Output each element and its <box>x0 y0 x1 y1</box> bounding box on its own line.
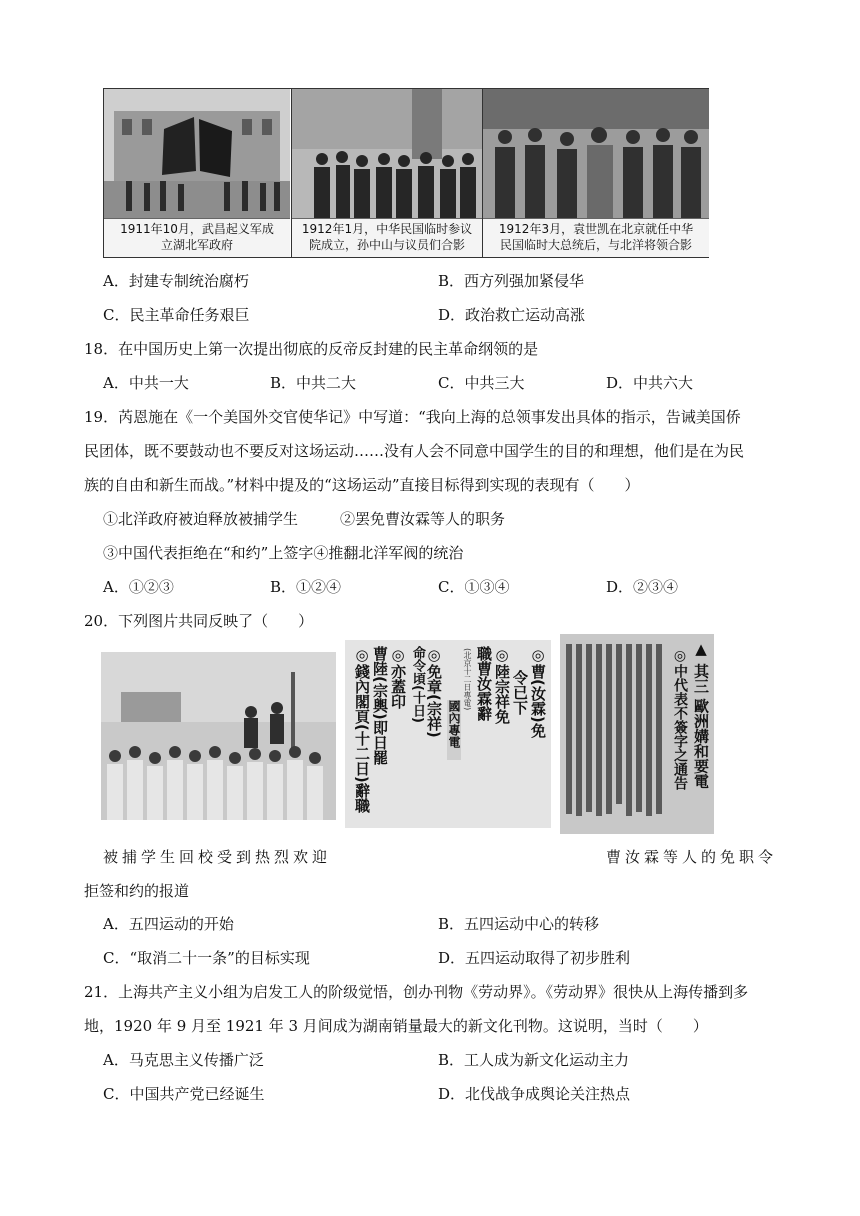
q19-item-3: ③中国代表拒绝在“和约”上签字④推翻北洋军阀的统治 <box>103 544 464 562</box>
q21-option-a[interactable]: A．马克思主义传播广泛 <box>103 1051 264 1069</box>
q21-option-c[interactable]: C．中国共产党已经诞生 <box>103 1085 265 1103</box>
news-col-7: ◎亦蓋印 <box>389 646 407 709</box>
news-col-6: 命令頃(十日) <box>410 646 425 723</box>
q19-item-2: ②罢免曹汝霖等人的职务 <box>340 510 506 528</box>
photo-yuan-shikai <box>482 89 709 257</box>
news-col-3: ◎陸宗祥免 <box>493 646 511 724</box>
news-heading: 國內專電 <box>447 700 461 760</box>
q18-option-a[interactable]: A．中共一大 <box>103 374 189 392</box>
q19-item-1: ①北洋政府被迫释放被捕学生 <box>103 510 299 528</box>
q19-stem-line-3: 族的自由和新生而战。”材料中提及的“这场运动”直接目标得到实现的表现有（ ） <box>84 476 640 494</box>
q20-caption-left: 被捕学生回校受到热烈欢迎 <box>103 848 332 866</box>
newspaper-refusal-report <box>560 634 714 834</box>
q19-option-b[interactable]: B．①②④ <box>270 578 342 596</box>
q21-option-b[interactable]: B．工人成为新文化运动主力 <box>438 1051 630 1069</box>
news-right-title: ◎中代表不簽字之通告 <box>672 648 688 790</box>
news-col-1: ◎曹(汝霖)免 <box>529 646 547 738</box>
q19-option-c[interactable]: C．①③④ <box>438 578 510 596</box>
caption-photo-1: 1911年10月，武昌起义军成 立湖北军政府 <box>104 218 290 257</box>
q17-option-d[interactable]: D．政治救亡运动高涨 <box>438 306 586 324</box>
newspaper-dismissal-order <box>345 640 551 828</box>
q19-stem-line-1: 19．芮恩施在《一个美国外交官使华记》中写道：“我向上海的总领事发出具体的指示，告诫美国侨 <box>84 408 741 426</box>
q19-stem-line-2: 民团体，既不要鼓动也不要反对这场运动……没有人会不同意中国学生的目的和理想，他们是在为民 <box>84 442 745 460</box>
q19-option-a[interactable]: A．①②③ <box>103 578 174 596</box>
news-col-2: 令已下 <box>511 670 529 715</box>
photo-wuchang-uprising <box>104 89 290 257</box>
q20-option-d[interactable]: D．五四运动取得了初步胜利 <box>438 949 631 967</box>
caption-photo-3: 1912年3月，袁世凯在北京就任中华 民国临时大总统后，与北洋将领合影 <box>483 218 709 257</box>
q18-option-d[interactable]: D．中共六大 <box>606 374 694 392</box>
q20-stem: 20．下列图片共同反映了（ ） <box>84 612 314 630</box>
q20-option-c[interactable]: C．“取消二十一条”的目标实现 <box>103 949 310 967</box>
q20-option-a[interactable]: A．五四运动的开始 <box>103 915 234 933</box>
news-small-1: (北京十二日專電) <box>463 648 472 711</box>
building-flags-image <box>104 89 290 221</box>
news-col-9: ◎錢內閣頁(十二日)辭職 <box>353 646 371 813</box>
caption-photo-2: 1912年1月，中华民国临时参议 院成立，孙中山与议员们合影 <box>292 218 482 257</box>
q21-stem-line-2: 地，1920 年 9 月至 1921 年 3 月间成为湖南销量最大的新文化刊物。这说明，当时（ ） <box>84 1017 708 1035</box>
photo-senate-founding <box>291 89 482 257</box>
news-col-4: 職曹汝霖辭 <box>475 646 493 721</box>
q17-option-b[interactable]: B．西方列强加紧侵华 <box>438 272 585 290</box>
group-photo-image <box>292 89 482 221</box>
officers-photo-image <box>483 89 709 221</box>
news-col-8: 曹陸(宗輿)即日罷 <box>371 646 389 765</box>
photo-students-return <box>101 652 336 820</box>
q20-caption-right: 曹汝霖等人的免职令 <box>606 848 778 866</box>
q18-stem: 18．在中国历史上第一次提出彻底的反帝反封建的民主革命纲领的是 <box>84 340 539 358</box>
q18-option-c[interactable]: C．中共三大 <box>438 374 525 392</box>
news-right-header: ▲ 其三 歐洲媾和要電 <box>692 640 710 789</box>
news-right-body-text <box>566 644 666 824</box>
q21-option-d[interactable]: D．北伐战争成舆论关注热点 <box>438 1085 631 1103</box>
q17-option-c[interactable]: C．民主革命任务艰巨 <box>103 306 250 324</box>
figure-17 <box>103 88 709 258</box>
q17-option-a[interactable]: A．封建专制统治腐朽 <box>103 272 249 290</box>
q18-option-b[interactable]: B．中共二大 <box>270 374 357 392</box>
q20-caption-line-2: 拒签和约的报道 <box>84 882 190 900</box>
q19-option-d[interactable]: D．②③④ <box>606 578 679 596</box>
q20-option-b[interactable]: B．五四运动中心的转移 <box>438 915 600 933</box>
q21-stem-line-1: 21．上海共产主义小组为启发工人的阶级觉悟，创办刊物《劳动界》。《劳动界》很快从上海传播到多 <box>84 983 749 1001</box>
crowd-image <box>101 652 336 820</box>
news-col-5: ◎免章(宗祥) <box>425 646 443 738</box>
